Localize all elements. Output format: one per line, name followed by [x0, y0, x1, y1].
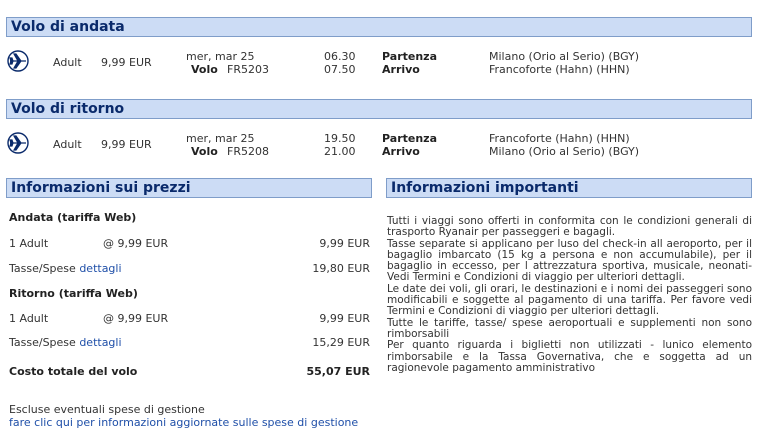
return-fare-heading: Ritorno (tariffa Web)	[9, 287, 138, 300]
outbound-fare-unit: @ 9,99 EUR	[103, 237, 169, 250]
return-flight-number: FR5208	[227, 145, 269, 158]
outbound-fare-heading: Andata (tariffa Web)	[9, 211, 137, 224]
outbound-tax-row	[9, 262, 122, 275]
important-info-text	[387, 216, 752, 374]
return-price: 9,99 EUR	[101, 138, 152, 151]
return-arr-label: Arrivo	[382, 145, 420, 158]
important-paragraph: Tutte le tariffe, tasse/ spese aeroportuali e supplementi non sono rimborsabili	[387, 316, 752, 340]
fees-info-link[interactable]: fare clic qui per informazioni aggiornate sulle spese di gestione	[9, 416, 359, 429]
return-arr-time: 21.00	[324, 145, 356, 158]
important-paragraph: Tasse separate si applicano per luso del check-in all aeroporto, per il bagaglio imbarcato (15 kg a persona e non accumulabile), per il bagaglio in eccesso, per l attrezzatura sportiva, musicale, neonati- Vedi Termini e Condizioni di viaggio per ulteriori dettagli.	[387, 237, 752, 284]
airplane-icon	[7, 50, 29, 72]
return-tax-row	[9, 336, 122, 349]
return-arr-airport: Milano (Orio al Serio) (BGY)	[489, 145, 640, 158]
outbound-header: Volo di andata	[6, 17, 752, 37]
return-tax-value: 15,29 EUR	[312, 336, 370, 349]
total-cost-label: Costo totale del volo	[9, 365, 138, 378]
return-fare-qty: 1 Adult	[9, 312, 49, 325]
return-date: mer, mar 25	[186, 132, 255, 145]
return-fare-unit: @ 9,99 EUR	[103, 312, 169, 325]
outbound-dep-label: Partenza	[382, 50, 437, 63]
total-cost-value: 55,07 EUR	[306, 365, 370, 378]
outbound-price: 9,99 EUR	[101, 56, 152, 69]
outbound-arr-airport: Francoforte (Hahn) (HHN)	[489, 63, 630, 76]
return-dep-label: Partenza	[382, 132, 437, 145]
return-fare-total: 9,99 EUR	[319, 312, 370, 325]
important-paragraph: Per quanto riguarda i biglietti non utilizzati - lunico elemento rimborsabile e la Tassa Governativa, che e soggetta ad un ragionevole pagamento amministrativo	[387, 339, 752, 374]
return-tax-details-link[interactable]: dettagli	[79, 336, 122, 349]
outbound-dep-time: 06.30	[324, 50, 356, 63]
return-tax-label: Tasse/Spese	[9, 336, 76, 349]
outbound-date: mer, mar 25	[186, 50, 255, 63]
outbound-fare-qty: 1 Adult	[9, 237, 49, 250]
outbound-arr-label: Arrivo	[382, 63, 420, 76]
outbound-fare-total: 9,99 EUR	[319, 237, 370, 250]
return-dep-time: 19.50	[324, 132, 356, 145]
outbound-dep-airport: Milano (Orio al Serio) (BGY)	[489, 50, 640, 63]
return-dep-airport: Francoforte (Hahn) (HHN)	[489, 132, 630, 145]
important-paragraph: Le date dei voli, gli orari, le destinazioni e i nomi dei passeggeri sono modificabili e soggette al pagamento di una tariffa. Per favore vedi Termini e Condizioni di viaggio per ulteriori dettagli.	[387, 282, 752, 318]
fees-note: Escluse eventuali spese di gestione	[9, 403, 205, 416]
important-paragraph: Tutti i viaggi sono offerti in conformita con le condizioni generali di trasporto Ryanair per passeggeri e bagagli.	[387, 215, 752, 239]
outbound-passenger: Adult	[53, 56, 82, 69]
outbound-tax-value: 19,80 EUR	[312, 262, 370, 275]
outbound-arr-time: 07.50	[324, 63, 356, 76]
outbound-tax-label: Tasse/Spese	[9, 262, 76, 275]
return-flight-label: Volo	[191, 145, 218, 158]
return-passenger: Adult	[53, 138, 82, 151]
important-header: Informazioni importanti	[386, 178, 752, 198]
outbound-flight-label: Volo	[191, 63, 218, 76]
outbound-flight-number: FR5203	[227, 63, 269, 76]
airplane-icon	[7, 132, 29, 154]
return-header: Volo di ritorno	[6, 99, 752, 119]
prices-header: Informazioni sui prezzi	[6, 178, 372, 198]
outbound-tax-details-link[interactable]: dettagli	[79, 262, 122, 275]
